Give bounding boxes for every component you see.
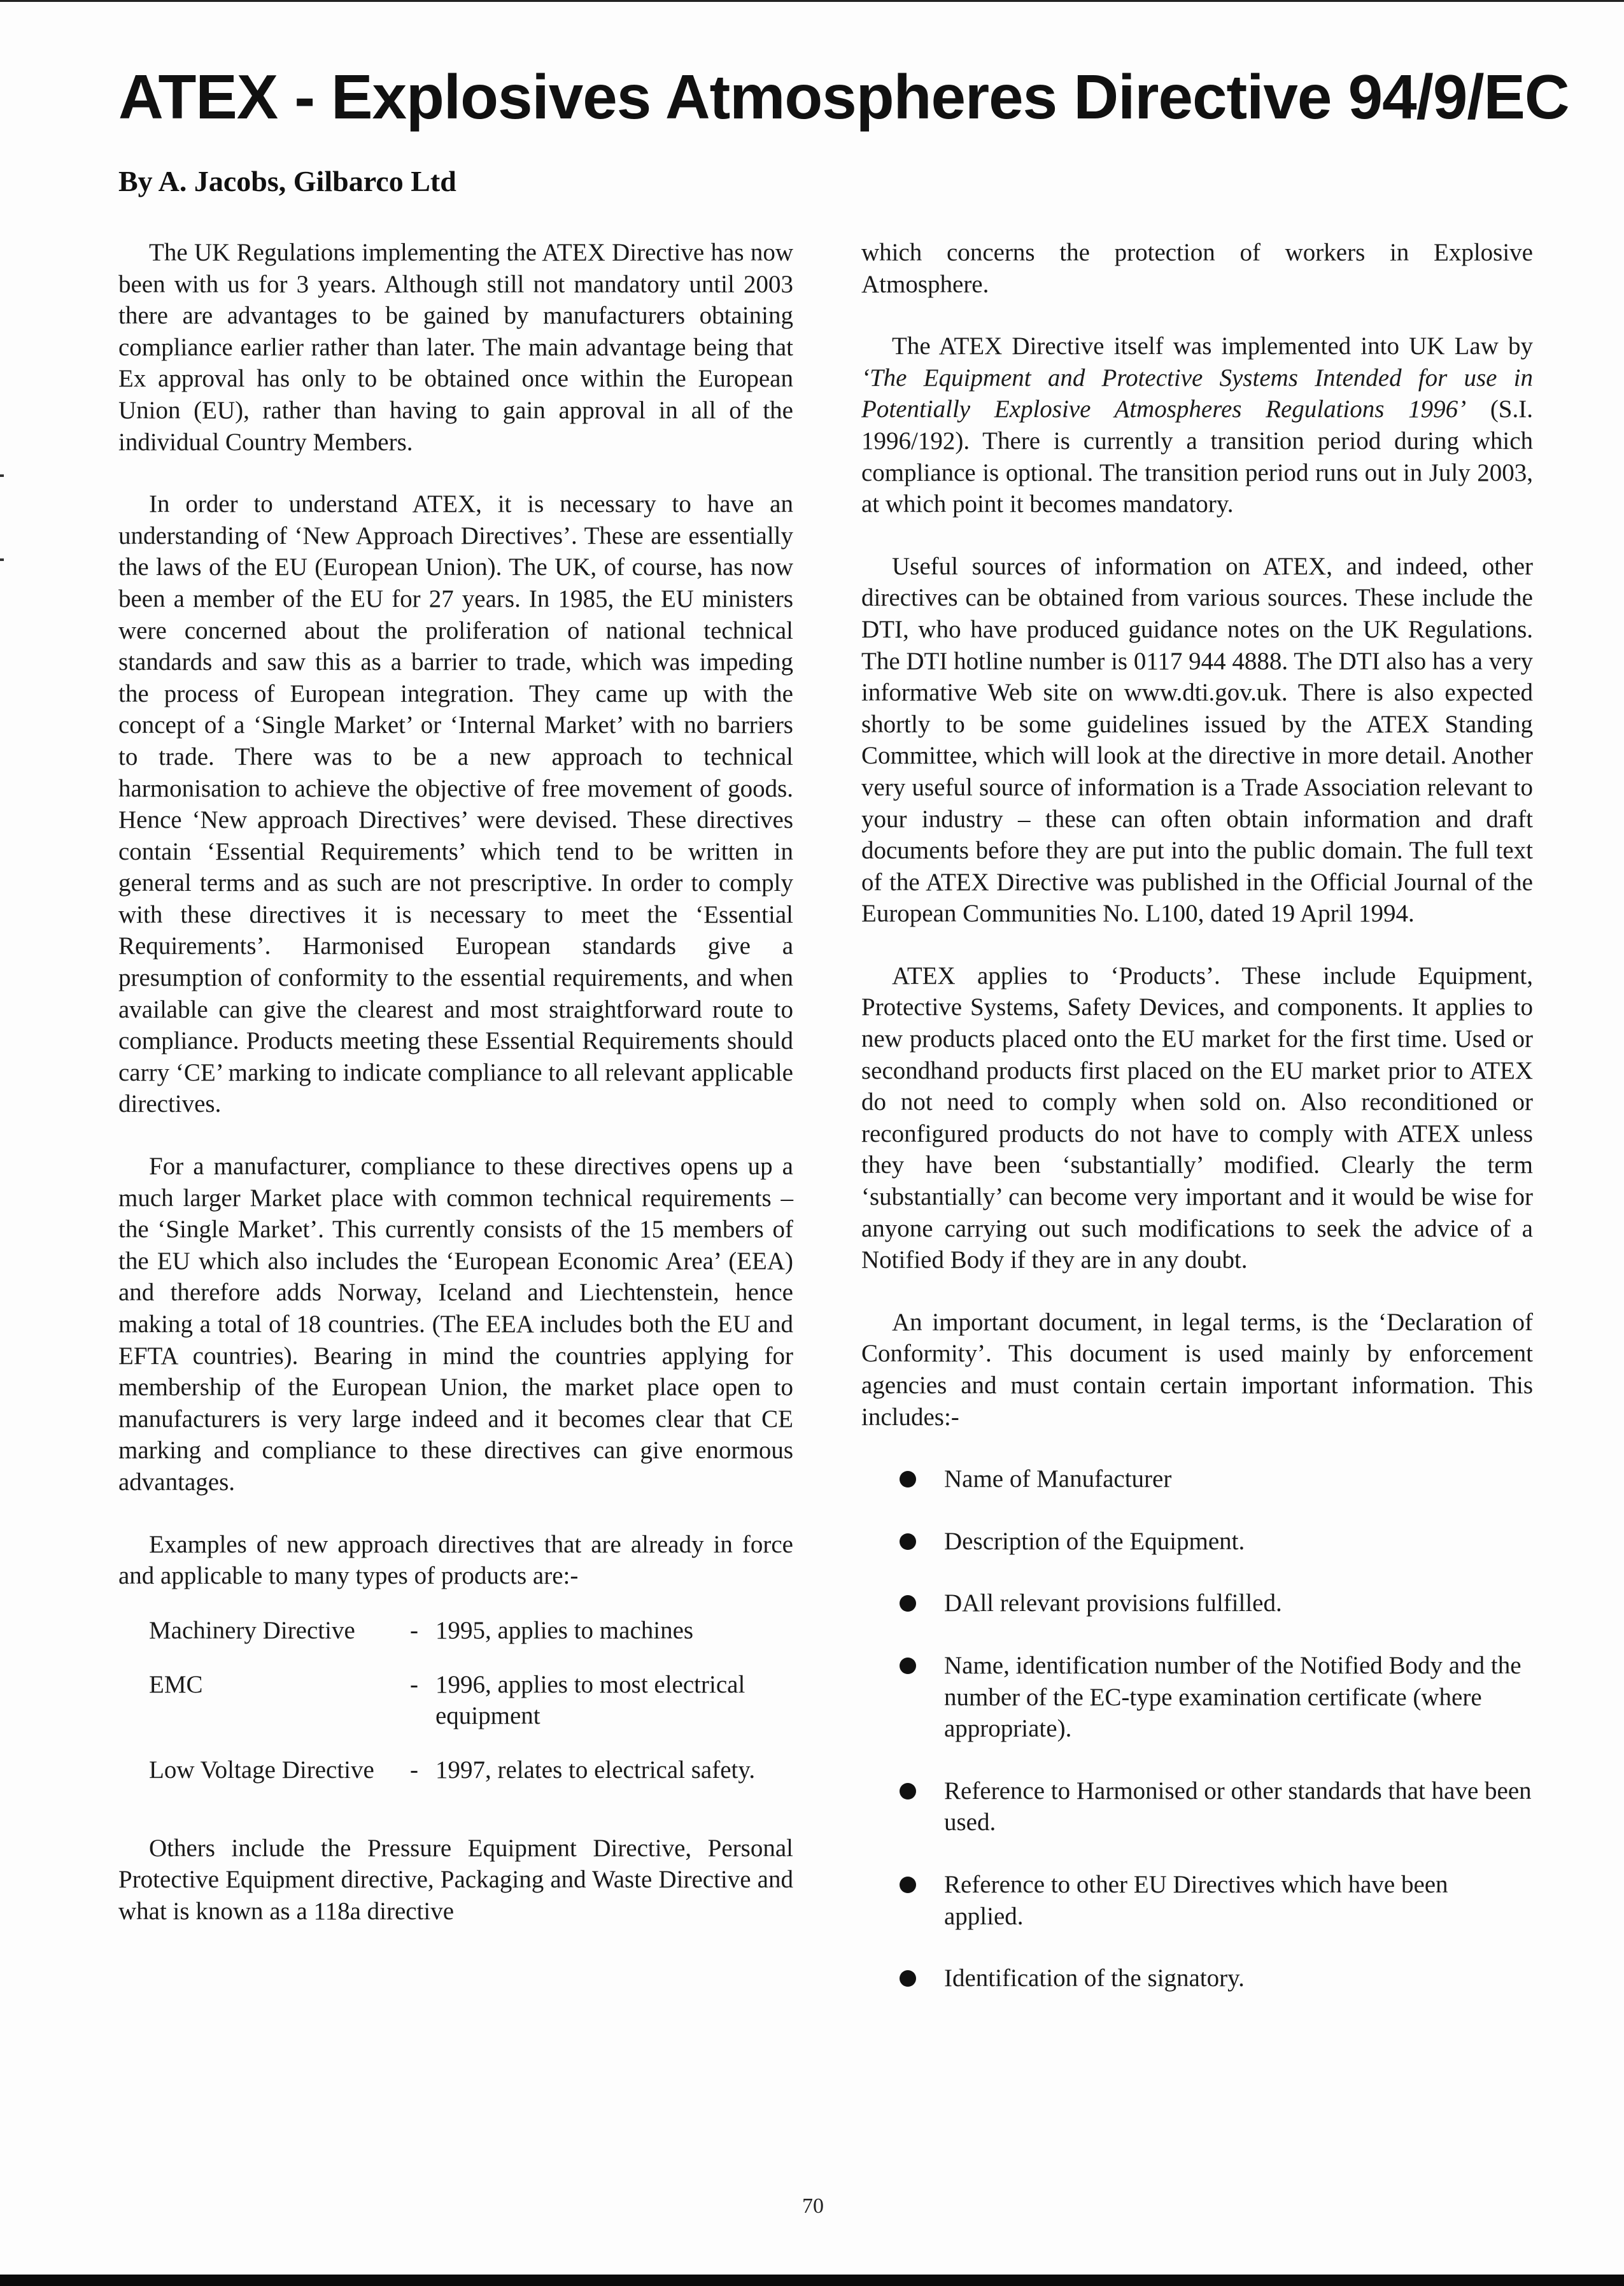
directive-description: 1997, relates to electrical safety. (435, 1756, 756, 1784)
paragraph-continued: which concerns the protection of workers in Explosive Atmosphere. (861, 239, 1533, 298)
list-item-text: Name, identification number of the Notified Body and the number of the EC-type examination certificate (where appropriate). (944, 1651, 1522, 1743)
paragraph: In order to understand ATEX, it is necessary to have an understanding of ‘New Approach Directives’. These are essentially the laws of the EU (European Union). The UK, of course, has now been a member of the EU for 27 years. In 1985, the EU ministers were concerned about the proliferation of national technical standards and saw this as a barrier to trade, which was impeding the process of European integration. They came up with the concept of a ‘Single Market’ or ‘Internal Market’ with no barriers to trade. There was to be a new approach to technical harmonisation to achieve the objective of free movement of goods. Hence ‘New approach Directives’ were devised. These directives contain ‘Essential Requirements’ which tend to be written in general terms and as such are not prescriptive. In order to comply with these directives it is necessary to meet the ‘Essential Requirements’. Harmonised European standards give a presumption of conformity to the essential requirements, and when available can give the clearest and most straightforward route to compliance. Products meeting these Essential Requirements should carry ‘CE’ marking to indicate compliance to all relevant applicable directives. (118, 490, 793, 1118)
directives-table (118, 1615, 793, 1808)
directive-dash: - (410, 1756, 418, 1784)
list-item-text: Name of Manufacturer (944, 1465, 1172, 1493)
directive-row (118, 1615, 793, 1669)
bullet-icon (900, 1533, 916, 1550)
directive-dash: - (410, 1670, 418, 1698)
list-item (861, 1963, 1533, 1994)
regulation-title: ‘The Equipment and Protective Systems Intended for use in Potentially Explosive Atmospheres Regulations 1996’ (861, 364, 1533, 423)
directive-row (118, 1754, 793, 1808)
paragraph: An important document, in legal terms, is the ‘Declaration of Conformity’. This document is used mainly by enforcement agencies and must contain certain important information. This includes:- (861, 1308, 1533, 1431)
scan-bottom-edge (0, 2275, 1624, 2286)
text-run: (S.I. 1996/192). There is currently a transition period during which compliance is optional. The transition period runs out in July 2003, at which point it becomes mandatory. (861, 395, 1533, 518)
paragraph: ATEX applies to ‘Products’. These include Equipment, Protective Systems, Safety Devices, and components. It applies to new products placed onto the EU market for the first time. Used or secondhand products first placed on the EU market prior to ATEX do not need to comply when sold on. Also reconditioned or reconfigured products do not have to comply with ATEX unless they have been ‘substantially’ modified. Clearly the term ‘substantially’ can become very important and it would be wise for anyone carrying out such modifications to seek the advice of a Notified Body if they are in any doubt. (861, 962, 1533, 1274)
scan-top-edge (0, 0, 1624, 8)
directive-name: EMC (149, 1670, 203, 1698)
paragraph: The UK Regulations implementing the ATEX Directive has now been with us for 3 years. Although still not mandatory until 2003 there are advantages to be gained by manufacturers obtaining compliance earlier rather than later. The main advantage being that Ex approval has only to be obtained once within the European Union (EU), rather than having to gain approval in all of the individual Country Members. (118, 239, 793, 456)
page-number: 70 (802, 2194, 824, 2218)
paragraph: Others include the Pressure Equipment Directive, Personal Protective Equipment directive, Packaging and Waste Directive and what is known as a 118a directive (118, 1834, 793, 1925)
bullet-icon (900, 1471, 916, 1487)
scan-margin-mark (0, 474, 4, 477)
directive-name: Machinery Directive (149, 1616, 355, 1644)
left-column (118, 237, 793, 1958)
bullet-icon (900, 1595, 916, 1612)
list-item (861, 1775, 1533, 1838)
paragraph (861, 330, 1533, 520)
list-item (861, 1463, 1533, 1495)
paragraph: For a manufacturer, compliance to these directives opens up a much larger Market place with common technical requirements – the ‘Single Market’. This currently consists of the 15 members of the EU which also includes the ‘European Economic Area’ (EEA) and therefore adds Norway, Iceland and Liechtenstein, hence making a total of 18 countries. (The EEA includes both the EU and EFTA countries). Bearing in mind the countries applying for membership of the European Union, the market place open to manufacturers is very large indeed and it becomes clear that CE marking and compliance to these directives can give enormous advantages. (118, 1153, 793, 1496)
bullet-icon (900, 1658, 916, 1674)
list-item-text: Reference to Harmonised or other standards that have been used. (944, 1777, 1532, 1836)
directive-name: Low Voltage Directive (149, 1756, 374, 1784)
list-item (861, 1869, 1533, 1932)
bullet-icon (900, 1877, 916, 1893)
directive-description: 1996, applies to most electrical equipment (435, 1670, 745, 1729)
article-title: ATEX - Explosives Atmospheres Directive 94/9/EC (118, 62, 1569, 132)
list-item (861, 1650, 1533, 1745)
text-run: The ATEX Directive itself was implemented into UK Law by (892, 332, 1533, 360)
list-item-text: Identification of the signatory. (944, 1964, 1245, 1992)
bullet-icon (900, 1970, 916, 1987)
list-item (861, 1587, 1533, 1619)
paragraph: Useful sources of information on ATEX, and indeed, other directives can be obtained from various sources. These include the DTI, who have produced guidance notes on the UK Regulations. The DTI hotline number is 0117 944 4888. The DTI also has a very informative Web site on www.dti.gov.uk. There is also expected shortly to be some guidelines issued by the ATEX Standing Committee, which will look at the directive in more detail. Another very useful source of information is a Trade Association relevant to your industry – these can often obtain information and draft documents before they are put into the public domain. The full text of the ATEX Directive was published in the Official Journal of the European Communities No. L100, dated 19 April 1994. (861, 552, 1533, 928)
bullet-icon (900, 1783, 916, 1800)
scan-margin-mark (0, 558, 4, 561)
list-item-text: DAll relevant provisions fulfilled. (944, 1589, 1282, 1617)
list-item (861, 1526, 1533, 1558)
right-column (861, 237, 1533, 2025)
directive-row (118, 1669, 793, 1754)
directive-dash: - (410, 1616, 418, 1644)
directive-description: 1995, applies to machines (435, 1616, 694, 1644)
article-byline: By A. Jacobs, Gilbarco Ltd (118, 165, 456, 197)
list-item-text: Reference to other EU Directives which have been applied. (944, 1870, 1448, 1930)
paragraph: Examples of new approach directives that are already in force and applicable to many types of products are:- (118, 1530, 793, 1590)
list-item-text: Description of the Equipment. (944, 1527, 1245, 1555)
declaration-contents-list (861, 1463, 1533, 1994)
